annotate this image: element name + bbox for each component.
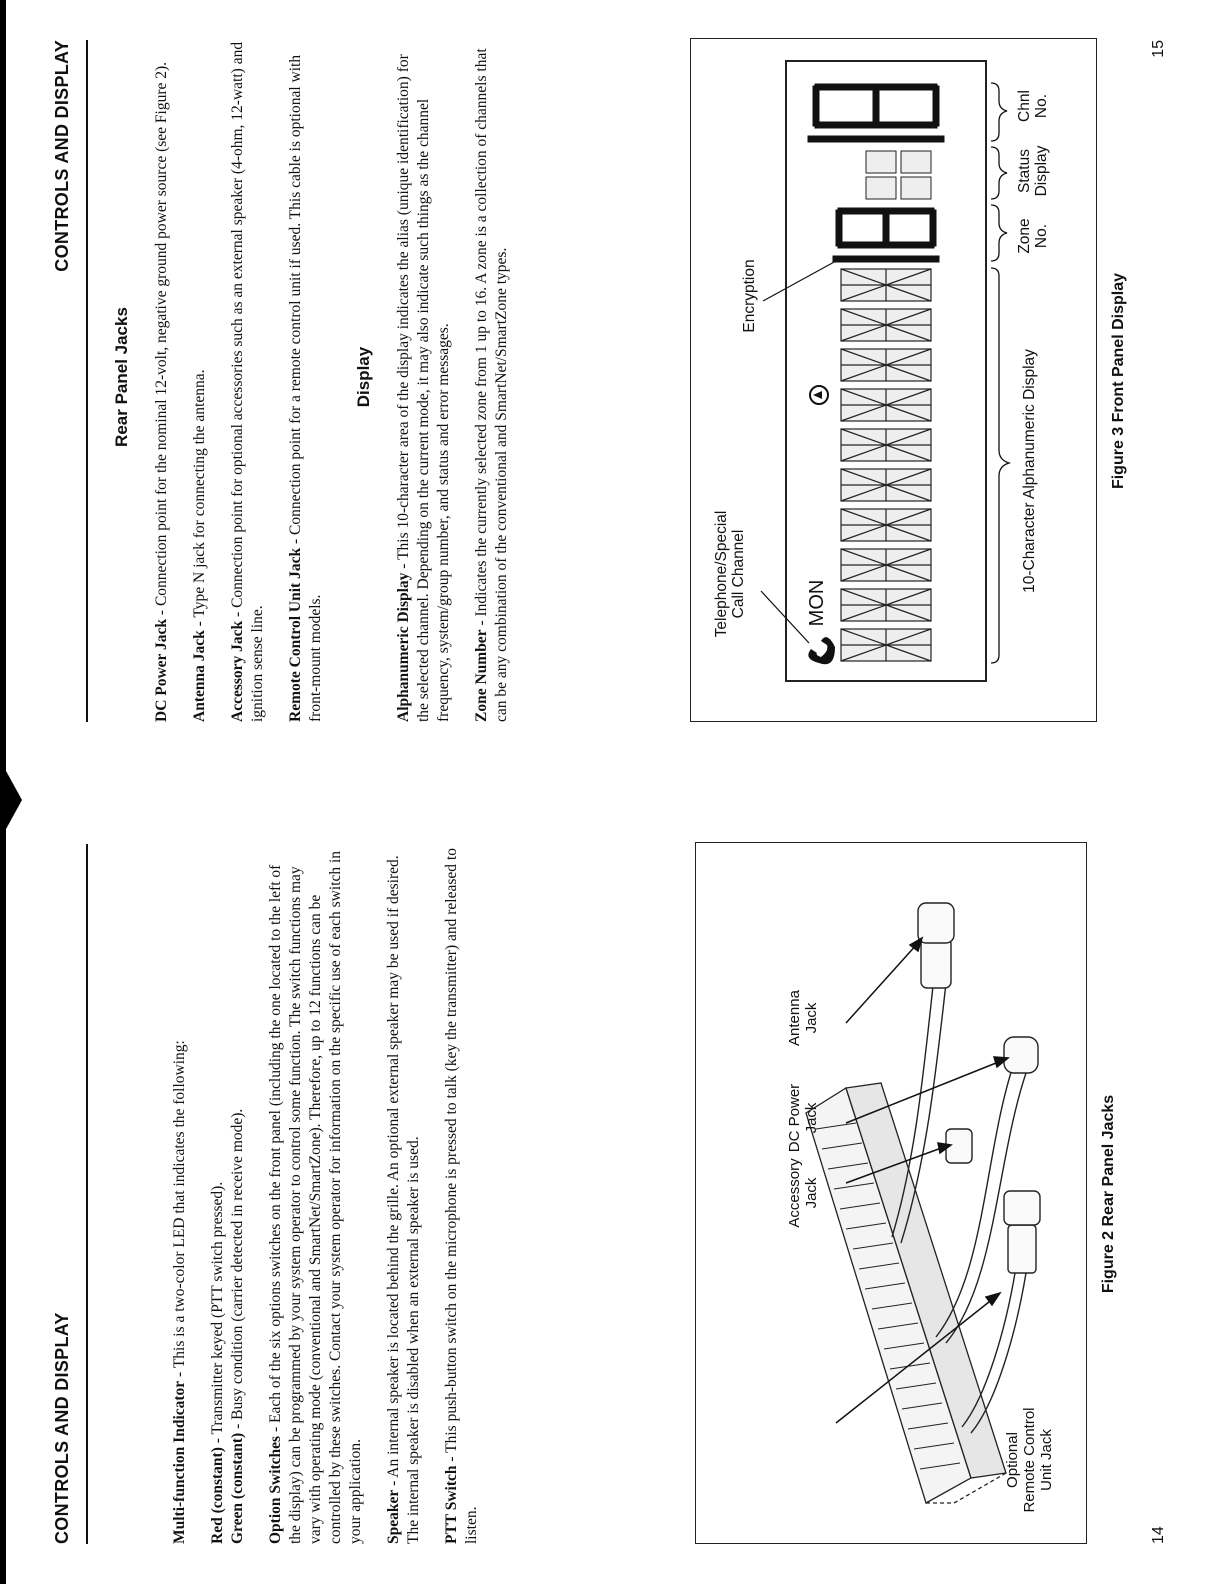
figure-2-caption: Figure 2 Rear Panel Jacks — [1100, 1094, 1117, 1294]
label-text: Zone No. — [1016, 218, 1050, 254]
text: - Connection point for optional accessories such as an external speaker (4-ohm, 12-watt) and ignition sense line. — [229, 41, 266, 722]
telephone-icon — [808, 637, 835, 664]
figure-3-caption: Figure 3 Front Panel Display — [1110, 272, 1127, 490]
text: - Transmitter keyed (PTT switch pressed). — [209, 1181, 226, 1448]
label-antenna-jack — [786, 963, 820, 1073]
label-chnl-no — [1016, 76, 1050, 136]
term: Zone Number — [473, 629, 490, 722]
page-header: CONTROLS AND DISPLAY — [52, 40, 72, 272]
speaker-paragraph — [384, 844, 424, 1544]
page-number-left: 14 — [1150, 1526, 1167, 1544]
green-paragraph — [228, 844, 248, 1544]
figure-3-box — [690, 38, 1097, 722]
rear-panel-heading: Rear Panel Jacks — [112, 307, 131, 447]
antenna-paragraph — [190, 32, 210, 722]
header-rule — [86, 844, 88, 1544]
text: - Connection point for a remote control unit if used. This cable is optional with front-mount models. — [287, 54, 324, 722]
braces — [991, 83, 1009, 663]
term: Multi-function Indicator — [171, 1380, 188, 1544]
term: Alphanumeric Display — [395, 572, 412, 722]
label-text: Telephone/Special Call Channel — [713, 510, 747, 638]
text: - This is a two-color LED that indicates the following: — [171, 1040, 188, 1381]
channel-digits — [811, 87, 941, 139]
label-mon: MON — [806, 579, 828, 627]
zone-paragraph — [472, 32, 512, 722]
label-dc-power-jack — [786, 1063, 820, 1173]
alphanumeric-segments — [841, 269, 931, 661]
option-switches-paragraph — [266, 844, 366, 1544]
label-text: DC Power Jack — [786, 1083, 820, 1153]
term: DC Power Jack — [153, 618, 170, 722]
text: - This push-button switch on the microphone is pressed to talk (key the transmitter) and released to listen. — [443, 848, 480, 1544]
label-text: Status Display — [1016, 145, 1050, 197]
term: Green (constant) — [229, 1432, 246, 1544]
text: - Busy condition (carrier detected in receive mode). — [229, 1108, 246, 1433]
term: Accessory Jack — [229, 620, 246, 722]
label-text: Accessory Jack — [786, 1158, 820, 1228]
label-text: Chnl No. — [1016, 90, 1050, 122]
red-paragraph — [208, 844, 228, 1544]
dc-power-paragraph — [152, 32, 172, 722]
ptt-paragraph — [442, 844, 482, 1544]
term: Antenna Jack — [191, 630, 208, 722]
label-text: Antenna Jack — [786, 990, 820, 1046]
left-column — [170, 844, 500, 1544]
label-status-display — [1016, 136, 1050, 206]
right-column — [112, 32, 530, 722]
label-remote-jack — [1004, 1395, 1055, 1525]
term: Remote Control Unit Jack — [287, 547, 304, 722]
label-text: Optional Remote Control Unit Jack — [1004, 1407, 1055, 1513]
multi-function-paragraph — [170, 844, 190, 1544]
text: - This 10-character area of the display indicates the alias (unique identification) for the selected channel. Depending on the current mode, it may also indicate such things as the channel frequency, system/group number, and status and error messages. — [395, 54, 452, 722]
remote-paragraph — [286, 32, 326, 722]
header-rule — [86, 40, 88, 722]
label-encryption: Encryption — [741, 259, 758, 333]
text: - Indicates the currently selected zone from 1 up to 16. A zone is a collection of channels that can be any combination of the conventional and SmartNet/SmartZone types. — [473, 48, 510, 722]
text: - Connection point for the nominal 12-volt, negative ground power source (see Figure 2). — [153, 61, 170, 619]
status-segments — [866, 151, 931, 199]
accessory-paragraph — [228, 32, 268, 722]
term: Speaker — [385, 1489, 402, 1544]
text: - Type N jack for connecting the antenna. — [191, 369, 208, 631]
label-telephone — [713, 489, 747, 659]
left-page — [0, 792, 1224, 1584]
term: Option Switches — [267, 1435, 284, 1544]
term: Red (constant) — [209, 1447, 226, 1544]
page-header: CONTROLS AND DISPLAY — [52, 1312, 72, 1544]
label-zone-no — [1016, 206, 1050, 266]
zone-digits — [836, 211, 936, 259]
page-number-right: 15 — [1150, 40, 1167, 58]
display-heading: Display — [354, 346, 373, 408]
label-alpha-display: 10-Character Alphanumeric Display — [1021, 349, 1038, 593]
alphanumeric-paragraph — [394, 32, 454, 722]
figure-2-box — [695, 842, 1087, 1544]
text: - Each of the six options switches on the front panel (including the one located to the left of the display) can be programmed by your system operator to control some function. The switch functions may vary with operating mode (conventional and SmartNet/SmartZone). Therefore, up to 12 functions can be controlled by these switches. Contact your system operator for information on the specific use of each switch in your application. — [267, 850, 364, 1544]
text: - An internal speaker is located behind the grille. An optional external speaker may be used if desired. The internal speaker is disabled when an external speaker is used. — [385, 855, 422, 1544]
radio-heatsink — [806, 1083, 1006, 1503]
term: PTT Switch — [443, 1465, 460, 1544]
